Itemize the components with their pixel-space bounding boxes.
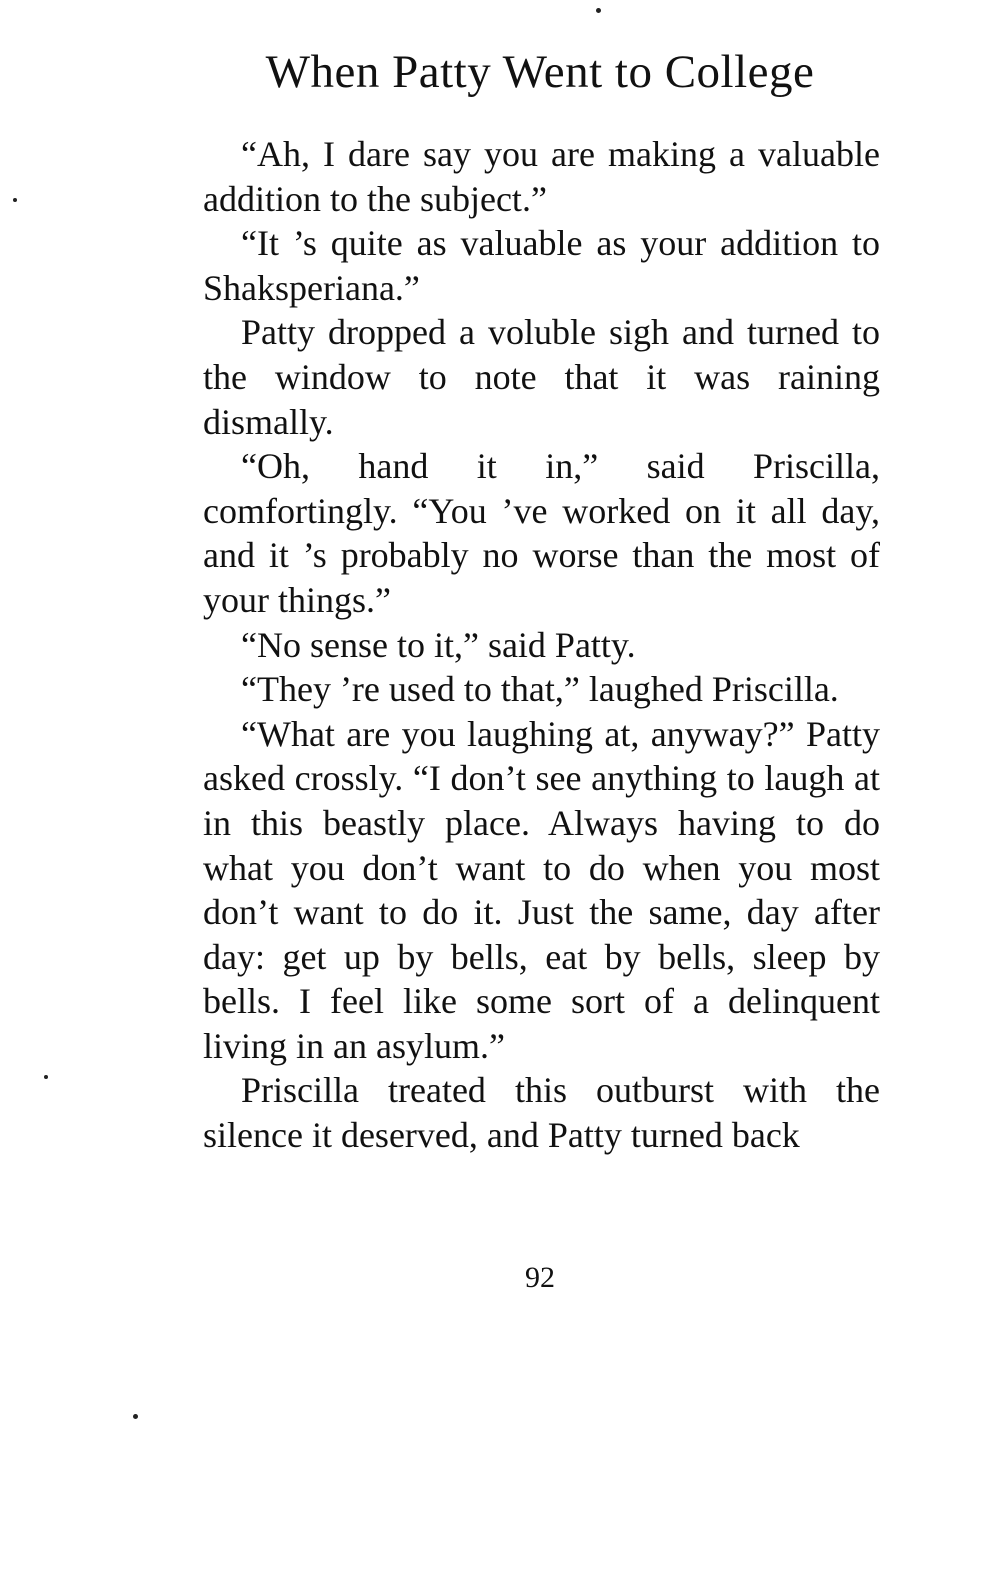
scan-speck [44, 1075, 48, 1079]
page-number: 92 [525, 1261, 555, 1294]
scan-speck [13, 198, 17, 202]
paragraph: Priscilla treated this outburst with the silence it deserved, and Patty turned back [203, 1070, 880, 1156]
paragraph: “It ’s quite as valuable as your addition to Shaksperiana.” [203, 223, 880, 308]
paragraph: “They ’re used to that,” laughed Priscilla. [241, 669, 839, 710]
paragraph: “No sense to it,” said Patty. [241, 624, 636, 665]
paragraph: “Ah, I dare say you are making a valuable addition to the subject.” [203, 134, 880, 219]
paragraph: “Oh, hand it in,” said Priscilla, comfortingly. “You ’ve worked on it all day, and it ’s probably no worse than the most of your things.” [203, 446, 880, 620]
paragraph: Patty dropped a voluble sigh and turned to the window to note that it was raining dismally. [203, 312, 880, 442]
running-head: When Patty Went to College [265, 46, 815, 98]
scan-speck [133, 1414, 138, 1419]
body-text [203, 132, 880, 1158]
scan-speck [596, 8, 601, 13]
paragraph: “What are you laughing at, anyway?” Patty asked crossly. “I don’t see anything to laugh at in this beastly place. Always having to do what you don’t want to do when you most don’t want to do it. Just the same, day after day: get up by bells, eat by bells, sleep by bells. I feel like some sort of a delinquent living in an asylum.” [203, 713, 880, 1066]
